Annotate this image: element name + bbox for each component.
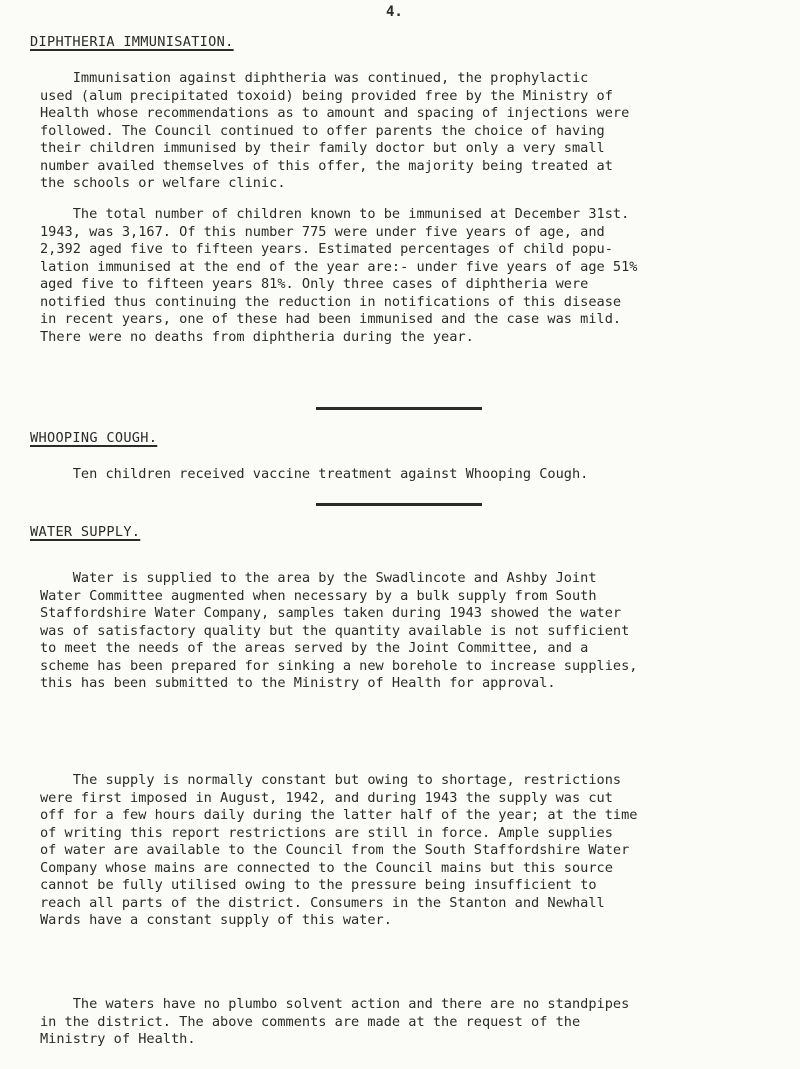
text-line: were first imposed in August, 1942, and during 1943 the supply was cut — [40, 789, 613, 806]
paragraph — [40, 570, 790, 693]
text-line: reach all parts of the district. Consumers in the Stanton and Newhall — [40, 894, 605, 911]
text-line: There were no deaths from diphtheria during the year. — [40, 328, 474, 345]
text-line: used (alum precipitated toxoid) being provided free by the Ministry of — [40, 87, 613, 104]
text-line: The total number of children known to be immunised at December 31st. — [40, 206, 630, 222]
text-line: number availed themselves of this offer, the majority being treated at — [40, 157, 613, 174]
text-line: this has been submitted to the Ministry of Health for approval. — [40, 675, 556, 691]
text-line: of water are available to the Council from the South Staffordshire Water — [40, 842, 630, 858]
text-line: cannot be fully utilised owing to the pressure being insufficient to — [40, 877, 597, 893]
text-line: off for a few hours daily during the latter half of the year; at the time — [40, 807, 638, 823]
paragraph — [40, 772, 790, 930]
text-line: Staffordshire Water Company, samples taken during 1943 showed the water — [40, 605, 622, 621]
text-line: Ministry of Health. — [40, 1031, 196, 1047]
text-line: 1943, was 3,167. Of this number 775 were under five years of age, and — [40, 223, 605, 240]
text-line: Company whose mains are connected to the Council mains but this source — [40, 859, 613, 876]
text-line: Wards have a constant supply of this water. — [40, 912, 392, 928]
text-line: lation immunised at the end of the year are:- under five years of age 51% — [40, 258, 638, 275]
text-line: Water is supplied to the area by the Swadlincote and Ashby Joint — [40, 570, 597, 586]
page-number: 4. — [386, 4, 403, 20]
paragraph — [40, 466, 790, 484]
text-line: Ten children received vaccine treatment against Whooping Cough. — [40, 466, 589, 482]
text-line: to meet the needs of the areas served by the Joint Committee, and a — [40, 640, 589, 656]
text-line: Health whose recommendations as to amount and spacing of injections were — [40, 105, 630, 121]
text-line: their children immunised by their family doctor but only a very small — [40, 140, 605, 156]
text-line: Water Committee augmented when necessary by a bulk supply from South — [40, 587, 597, 604]
text-line: scheme has been prepared for sinking a new borehole to increase supplies, — [40, 657, 638, 674]
section-heading-whooping-cough: WHOOPING COUGH. — [30, 430, 158, 446]
text-line: The waters have no plumbo solvent action and there are no standpipes — [40, 996, 630, 1012]
paragraph — [40, 996, 790, 1049]
text-line: aged five to fifteen years 81%. Only three cases of diphtheria were — [40, 276, 589, 292]
text-line: the schools or welfare clinic. — [40, 175, 286, 191]
section-divider — [316, 407, 482, 410]
paragraph — [40, 206, 790, 346]
section-heading-diphtheria: DIPHTHERIA IMMUNISATION. — [30, 34, 234, 50]
text-line: notified thus continuing the reduction in notifications of this disease — [40, 293, 622, 310]
text-line: Immunisation against diphtheria was continued, the prophylactic — [40, 70, 589, 86]
section-divider — [316, 503, 482, 506]
text-line: of writing this report restrictions are still in force. Ample supplies — [40, 824, 613, 841]
paragraph — [40, 70, 790, 193]
section-heading-water-supply: WATER SUPPLY. — [30, 524, 141, 540]
text-line: was of satisfactory quality but the quantity available is not sufficient — [40, 622, 630, 639]
text-line: in the district. The above comments are made at the request of the — [40, 1013, 581, 1030]
text-line: followed. The Council continued to offer parents the choice of having — [40, 122, 605, 139]
text-line: The supply is normally constant but owing to shortage, restrictions — [40, 772, 622, 788]
text-line: in recent years, one of these had been immunised and the case was mild. — [40, 311, 622, 327]
text-line: 2,392 aged five to fifteen years. Estimated percentages of child popu- — [40, 241, 613, 257]
